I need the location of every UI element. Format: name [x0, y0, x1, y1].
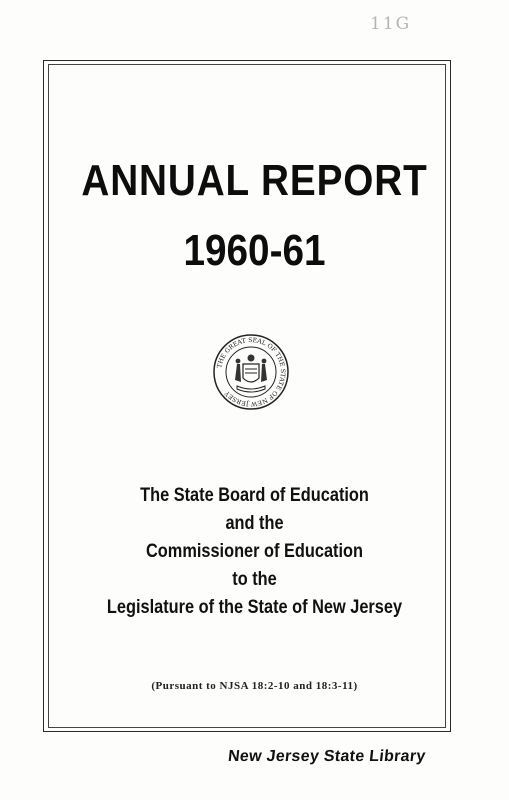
pursuant-note: (Pursuant to NJSA 18:2-10 and 18:3-11) [151, 680, 358, 692]
library-stamp: New Jersey State Library [227, 748, 427, 765]
corner-handwritten-mark: 11G [370, 14, 412, 34]
report-title: ANNUAL REPORT [81, 156, 428, 205]
dedication-line: The State Board of Education [140, 485, 369, 506]
report-dedication [36, 482, 474, 622]
dedication-line: Legislature of the State of New Jersey [106, 597, 403, 618]
state-seal-icon [213, 334, 289, 410]
dedication-line: Commissioner of Education [146, 541, 363, 562]
seal-text: THE GREAT SEAL OF THE STATE OF NEW JERSEY [216, 336, 287, 408]
dedication-line: to the [232, 569, 277, 590]
report-year: 1960-61 [183, 226, 326, 275]
dedication-line: and the [225, 513, 284, 534]
